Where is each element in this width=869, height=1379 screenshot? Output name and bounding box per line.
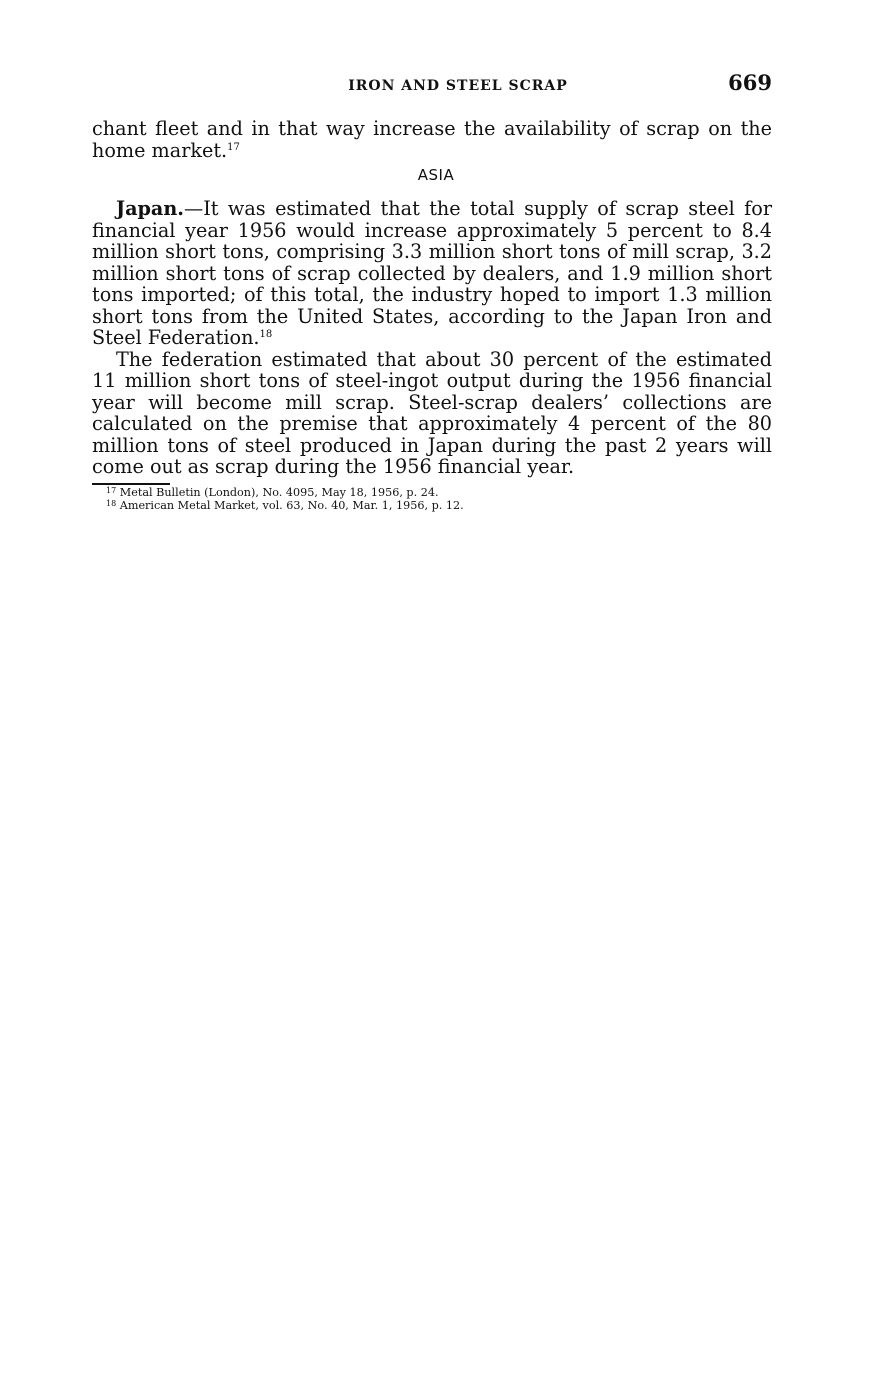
footnotes — [92, 486, 772, 512]
footnote-text-17: Metal Bulletin (London), No. 4095, May 18, 1956, p. 24. — [119, 485, 439, 499]
footnote-number-17: 17 — [106, 485, 117, 495]
footnote-18 — [106, 499, 772, 512]
running-head — [92, 70, 772, 104]
footnote-number-18: 18 — [106, 498, 117, 508]
footnote-17 — [106, 486, 772, 499]
footnote-rule — [92, 483, 170, 485]
running-title: IRON AND STEEL SCRAP — [348, 78, 568, 94]
footnote-text-18: American Metal Market, vol. 63, No. 40, Mar. 1, 1956, p. 12. — [119, 498, 464, 512]
page-number: 669 — [728, 70, 772, 95]
paragraph-federation-text: The federation estimated that about 30 percent of the estimated 11 million short tons of steel-ingot output during the 1956 financial year will become mill scrap. Steel-scrap dealers’ collections are calculated on the premise that approximately 4 percent of the 80 million tons of steel produced in Japan during the past 2 years will come out as scrap during the 1956 financial year. — [92, 347, 772, 478]
paragraph-japan-text: —It was estimated that the total supply of scrap steel for financial year 1956 would increase approximately 5 percent to 8.4 million short tons, comprising 3.3 million short tons of mill scrap, 3.2 million short tons of scrap collected by dealers, and 1.9 million short tons imported; of this total, the industry hoped to import 1.3 million short tons from the United States, according to the Japan Iron and Steel Federation. — [92, 197, 772, 349]
continuation-text: chant fleet and in that way increase the availability of scrap on the home market. — [92, 117, 772, 162]
paragraph-federation — [92, 349, 772, 478]
paragraph-japan — [92, 198, 772, 349]
page-content — [92, 70, 772, 512]
footnote-reference-18: 18 — [259, 329, 273, 340]
continuation-paragraph — [92, 118, 772, 161]
footnote-reference-17: 17 — [227, 141, 240, 153]
run-in-heading-japan: Japan. — [116, 197, 184, 220]
section-heading-asia: ASIA — [417, 166, 455, 184]
